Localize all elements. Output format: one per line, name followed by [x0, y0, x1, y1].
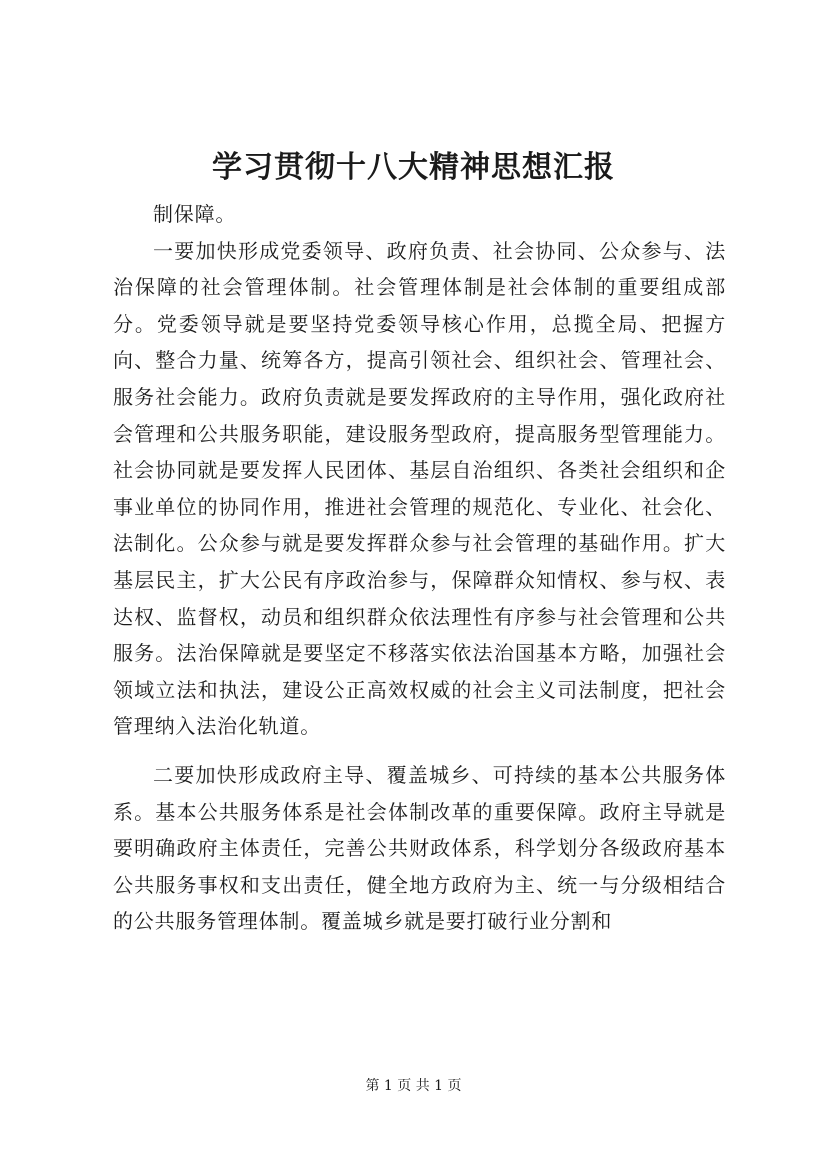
- paragraph-social-management-system: 一要加快形成党委领导、政府负责、社会协同、公众参与、法治保障的社会管理体制。社会管理体制是社会体制的重要组成部分。党委领导就是要坚持党委领导核心作用，总揽全局、把握方向、整合力量、统筹各方，提高引领社会、组织社会、管理社会、服务社会能力。政府负责就是要发挥政府的主导作用，强化政府社会管理和公共服务职能，建设服务型政府，提高服务型管理能力。社会协同就是要发挥人民团体、基层自治组织、各类社会组织和企事业单位的协同作用，推进社会管理的规范化、专业化、社会化、法制化。公众参与就是要发挥群众参与社会管理的基础作用。扩大基层民主，扩大公民有序政治参与，保障群众知情权、参与权、表达权、监督权，动员和组织群众依法理性有序参与社会管理和公共服务。法治保障就是要坚定不移落实依法治国基本方略，加强社会领域立法和执法，建设公正高效权威的社会主义司法制度，把社会管理纳入法治化轨道。: [113, 238, 726, 739]
- document-title: 学习贯彻十八大精神思想汇报: [212, 150, 615, 185]
- paragraph-continuation: 制保障。: [153, 202, 237, 226]
- page-footer: 第 1 页 共 1 页: [365, 1078, 462, 1094]
- paragraph-public-service-system: 二要加快形成政府主导、覆盖城乡、可持续的基本公共服务体系。基本公共服务体系是社会体制改革的重要保障。政府主导就是要明确政府主体责任，完善公共财政体系，科学划分各级政府基本公共服务事权和支出责任，健全地方政府为主、统一与分级相结合的公共服务管理体制。覆盖城乡就是要打破行业分割和: [113, 762, 726, 934]
- document-body: [113, 196, 726, 940]
